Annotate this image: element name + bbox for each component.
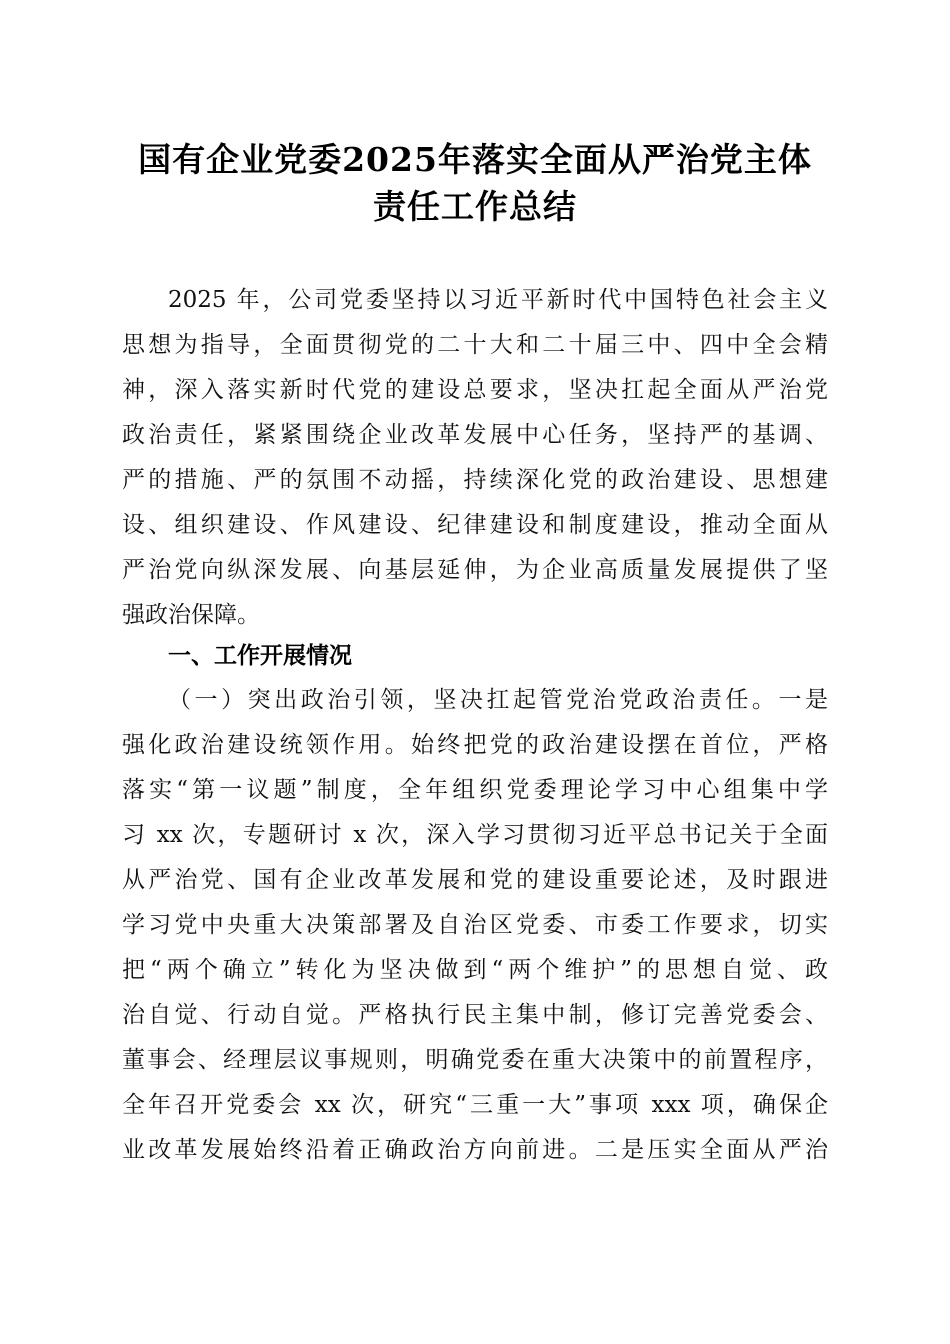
intro-line: 2025 年，公司党委坚持以习近平新时代中国特色社会主义 (168, 287, 828, 313)
section-line: 习 xx 次，专题研讨 x 次，深入学习贯彻习近平总书记关于全面 (122, 822, 828, 848)
section-line: 全年召开党委会 xx 次，研究“三重一大”事项 xxx 项，确保企 (122, 1092, 828, 1118)
section-line: 把“两个确立”转化为坚决做到“两个维护”的思想自觉、政 (122, 957, 828, 983)
intro-line: 思想为指导，全面贯彻党的二十大和二十届三中、四中全会精 (122, 332, 828, 358)
intro-line: 政治责任，紧紧围绕企业改革发展中心任务，坚持严的基调、 (122, 422, 828, 448)
section-line: 从严治党、国有企业改革发展和党的建设重要论述，及时跟进 (122, 867, 828, 893)
intro-line: 强政治保障。 (122, 602, 260, 628)
section-line: （一）突出政治引领，坚决扛起管党治党政治责任。一是 (168, 687, 828, 713)
document-title-line-2: 责任工作总结 (373, 187, 577, 226)
intro-line: 严的措施、严的氛围不动摇，持续深化党的政治建设、思想建 (122, 467, 828, 493)
section-line: 治自觉、行动自觉。严格执行民主集中制，修订完善党委会、 (122, 1002, 828, 1028)
section-line: 学习党中央重大决策部署及自治区党委、市委工作要求，切实 (122, 912, 828, 938)
intro-line: 设、组织建设、作风建设、纪律建设和制度建设，推动全面从 (122, 512, 828, 538)
section-heading: 一、工作开展情况 (168, 643, 352, 669)
section-line: 业改革发展始终沿着正确政治方向前进。二是压实全面从严治 (122, 1137, 828, 1163)
intro-line: 严治党向纵深发展、向基层延伸，为企业高质量发展提供了坚 (122, 557, 828, 583)
intro-line: 神，深入落实新时代党的建设总要求，坚决扛起全面从严治党 (122, 377, 828, 403)
section-line: 强化政治建设统领作用。始终把党的政治建设摆在首位，严格 (122, 732, 828, 758)
section-line: 落实“第一议题”制度，全年组织党委理论学习中心组集中学 (122, 777, 828, 803)
document-title-line-1: 国有企业党委2025年落实全面从严治党主体 (138, 140, 812, 179)
section-line: 董事会、经理层议事规则，明确党委在重大决策中的前置程序， (122, 1047, 828, 1073)
